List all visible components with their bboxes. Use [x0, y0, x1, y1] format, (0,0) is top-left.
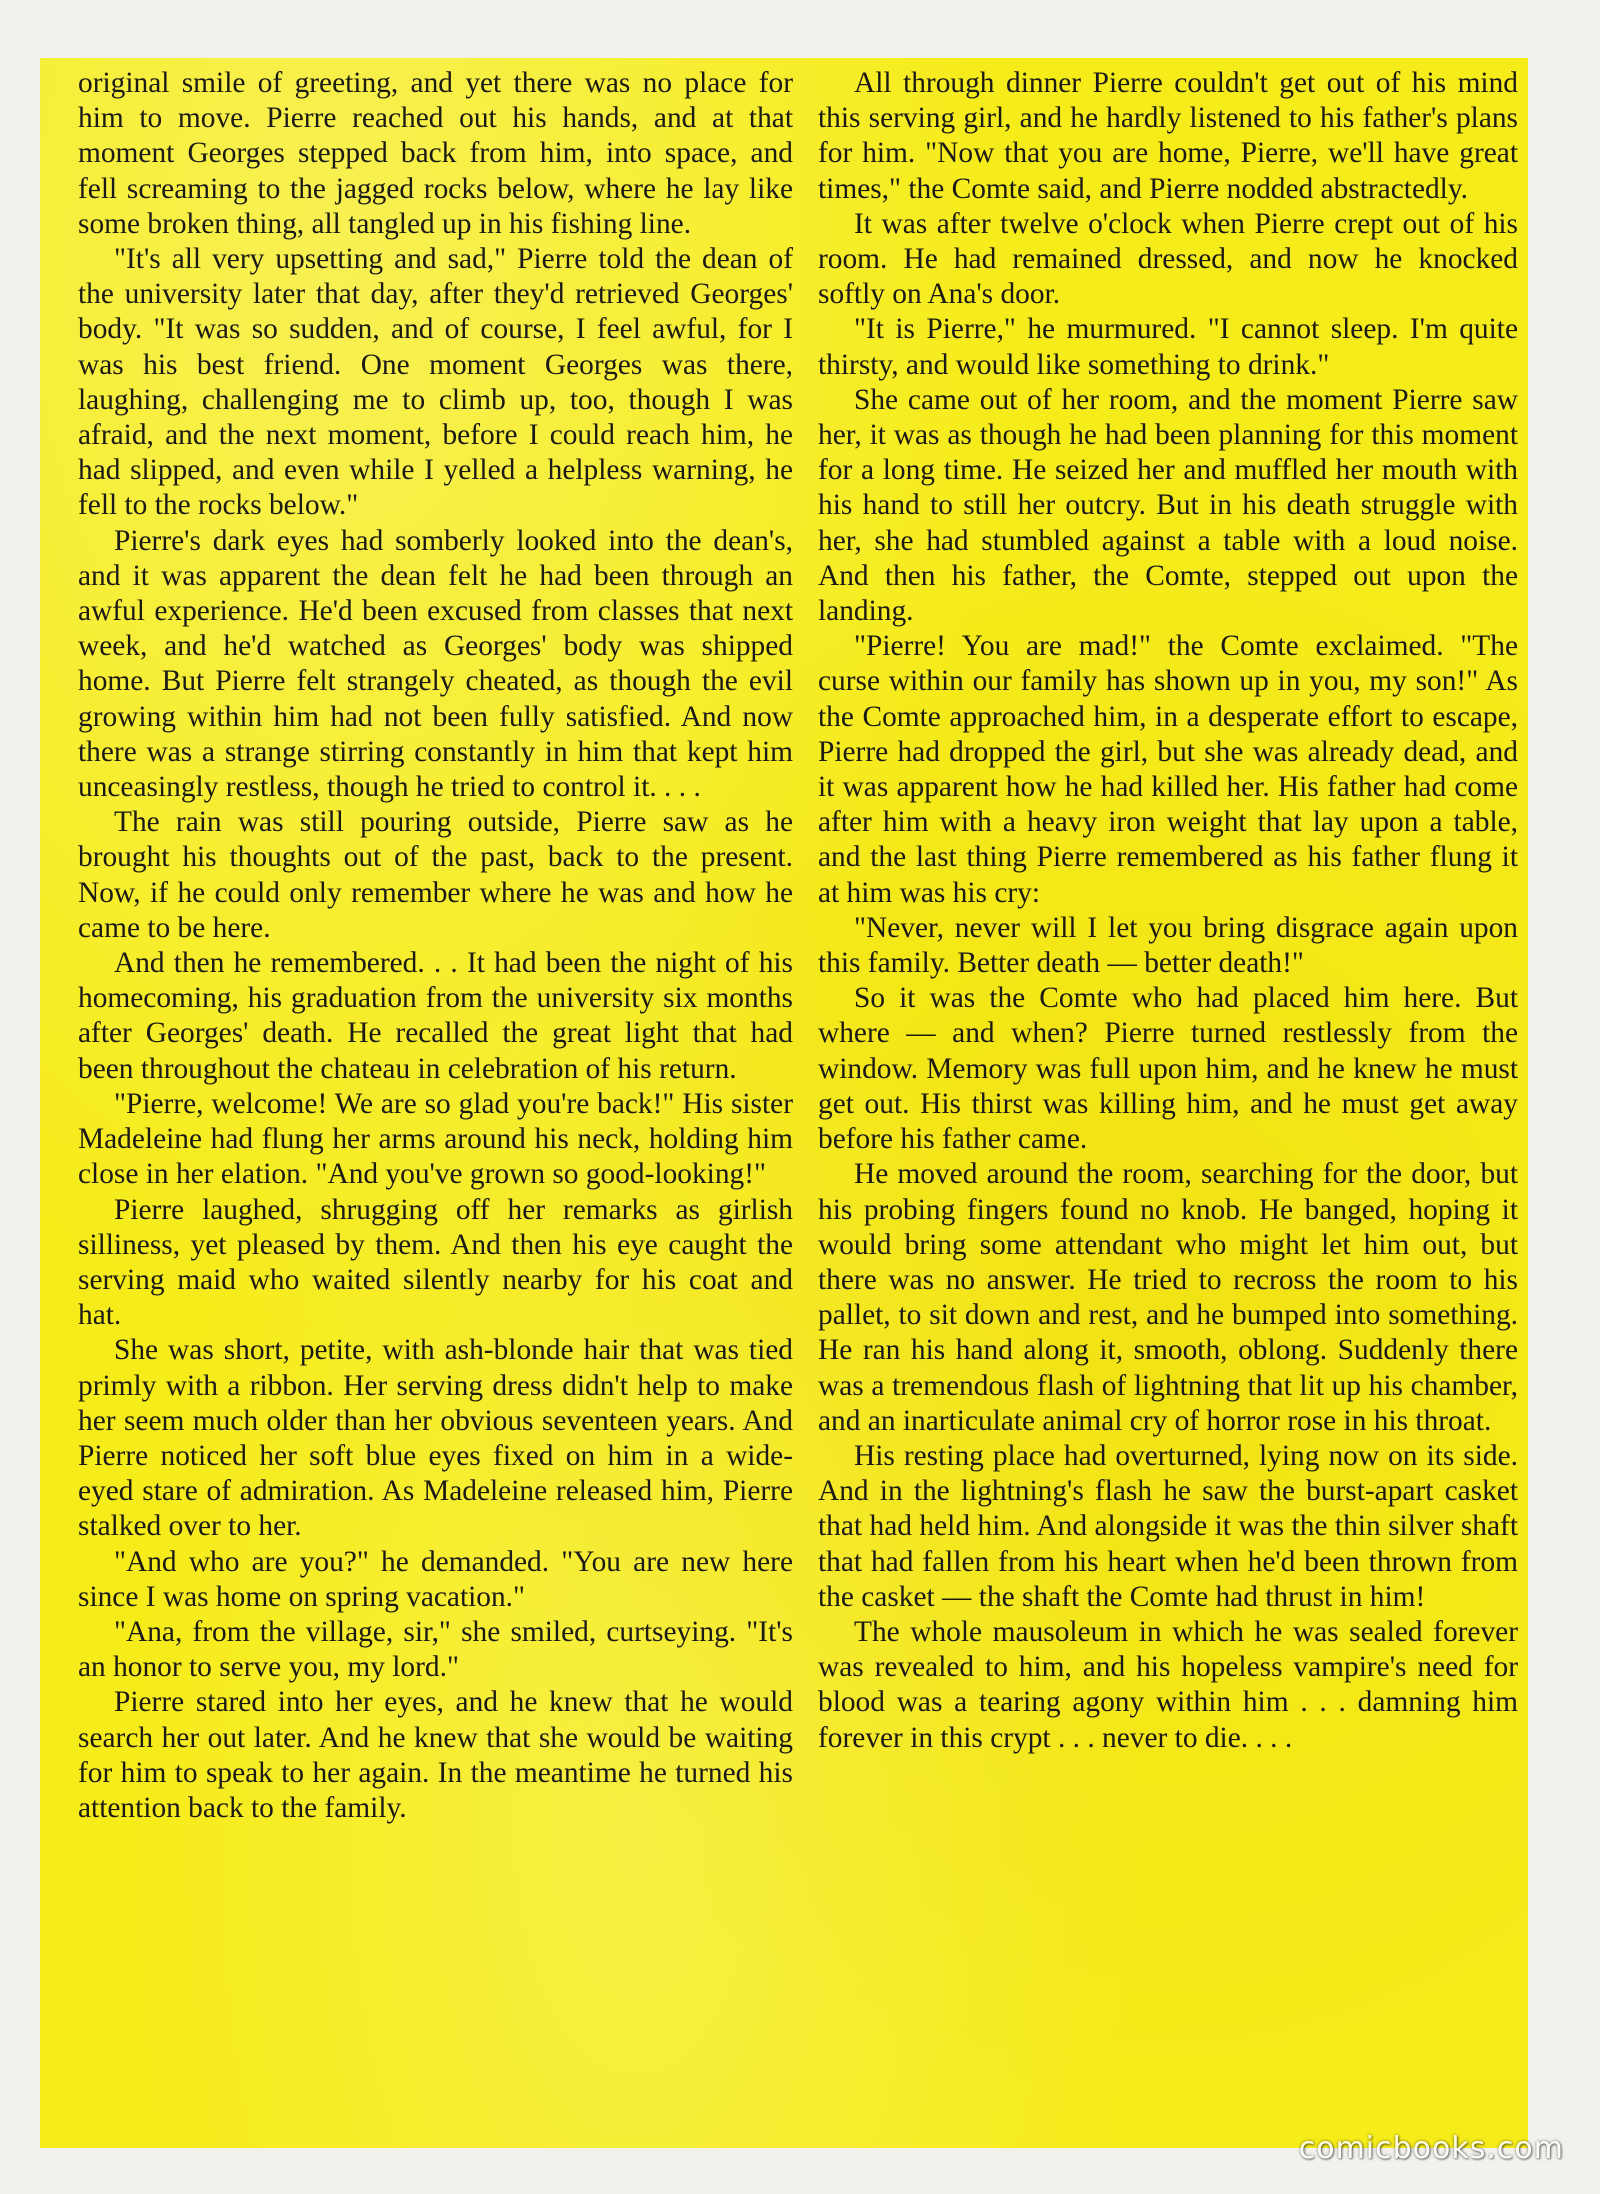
- paragraph: "It is Pierre," he murmured. "I cannot sleep. I'm quite thirsty, and would like something to drink.": [818, 313, 1518, 381]
- paragraph: Pierre's dark eyes had somberly looked into the dean's, and it was apparent the dean felt he had been through an awful experience. He'd been excused from classes that next week, and he'd watched as Georges' body was shipped home. But Pierre felt strangely cheated, as though the evil growing within him had not been fully satisfied. And now there was a strange stirring constantly in him that kept him unceasingly restless, though he tried to control it. . . .: [78, 524, 793, 804]
- paragraph: His resting place had overturned, lying now on its side. And in the lightning's flash he saw the burst-apart casket that had held him. And alongside it was the thin silver shaft that had fallen from his heart when he'd been thrown from the casket — the shaft the Comte had thrust in him!: [818, 1439, 1518, 1613]
- paragraph: She was short, petite, with ash-blonde hair that was tied primly with a ribbon. Her serving dress didn't help to make her seem much older than her obvious seventeen years. And Pierre noticed her soft blue eyes fixed on him in a wide-eyed stare of admiration. As Madeleine released him, Pierre stalked over to her.: [78, 1334, 793, 1543]
- paragraph: The whole mausoleum in which he was sealed forever was revealed to him, and his hopeless vampire's need for blood was a tearing agony within him . . . damning him forever in this crypt . . . never to die. . . .: [818, 1615, 1518, 1754]
- paragraph: "Ana, from the village, sir," she smiled, curtseying. "It's an honor to serve you, my lord.": [78, 1615, 793, 1684]
- paragraph: He moved around the room, searching for the door, but his probing fingers found no knob. He banged, hoping it would bring some attendant who might let him out, but there was no answer. He tried to recross the room to his pallet, to sit down and rest, and he bumped into something. He ran his hand along it, smooth, oblong. Suddenly there was a tremendous flash of lightning that lit up his chamber, and an inarticulate animal cry of horror rose in his throat.: [818, 1158, 1518, 1437]
- paragraph: She came out of her room, and the moment Pierre saw her, it was as though he had been planning for this moment for a long time. He seized her and muffled her mouth with his hand to still her outcry. But in his death struggle with her, she had stumbled against a table with a loud noise. And then his father, the Comte, stepped out upon the landing.: [818, 383, 1518, 628]
- site-watermark: comicbooks.com: [1298, 2131, 1564, 2166]
- paragraph: "Pierre! You are mad!" the Comte exclaimed. "The curse within our family has shown up in you, my son!" As the Comte approached him, in a desperate effort to escape, Pierre had dropped the girl, but she was already dead, and it was apparent how he had killed her. His father had come after him with a heavy iron weight that lay upon a table, and the last thing Pierre remembered as his father flung it at him was his cry:: [818, 630, 1518, 909]
- paragraph: All through dinner Pierre couldn't get out of his mind this serving girl, and he hardly listened to his father's plans for him. "Now that you are home, Pierre, we'll have great times," the Comte said, and Pierre nodded abstractedly.: [818, 67, 1518, 205]
- right-text-column: [818, 66, 1518, 1756]
- paragraph: It was after twelve o'clock when Pierre crept out of his room. He had remained dressed, and now he knocked softly on Ana's door.: [818, 207, 1518, 311]
- paragraph: And then he remembered. . . It had been the night of his homecoming, his graduation from the university six months after Georges' death. He recalled the great light that had been throughout the chateau in celebration of his return.: [78, 947, 793, 1085]
- paragraph: "Never, never will I let you bring disgrace again upon this family. Better death — better death!": [818, 911, 1518, 980]
- paragraph: "And who are you?" he demanded. "You are new here since I was home on spring vacation.": [78, 1545, 793, 1613]
- paragraph: "It's all very upsetting and sad," Pierre told the dean of the university later that day, after they'd retrieved Georges' body. "It was so sudden, and of course, I feel awful, for I was his best friend. One moment Georges was there, laughing, challenging me to climb up, too, though I was afraid, and the next moment, before I could reach him, he had slipped, and even while I yelled a helpless warning, he fell to the rocks below.": [78, 243, 793, 522]
- paragraph: The rain was still pouring outside, Pierre saw as he brought his thoughts out of the past, back to the present. Now, if he could only remember where he was and how he came to be here.: [78, 806, 793, 944]
- paragraph: original smile of greeting, and yet there was no place for him to move. Pierre reached out his hands, and at that moment Georges stepped back from him, into space, and fell screaming to the jagged rocks below, where he lay like some broken thing, all tangled up in his fishing line.: [78, 67, 793, 240]
- paragraph: Pierre stared into her eyes, and he knew that he would search her out later. And he knew that she would be waiting for him to speak to her again. In the meantime he turned his attention back to the family.: [78, 1686, 793, 1824]
- paragraph: Pierre laughed, shrugging off her remarks as girlish silliness, yet pleased by them. And then his eye caught the serving maid who waited silently nearby for his coat and hat.: [78, 1193, 793, 1332]
- left-text-column: [78, 66, 793, 1826]
- paragraph: So it was the Comte who had placed him here. But where — and when? Pierre turned restlessly from the window. Memory was full upon him, and he knew he must get out. His thirst was killing him, and he must get away before his father came.: [818, 982, 1518, 1156]
- paragraph: "Pierre, welcome! We are so glad you're back!" His sister Madeleine had flung her arms around his neck, holding him close in her elation. "And you've grown so good-looking!": [78, 1087, 793, 1191]
